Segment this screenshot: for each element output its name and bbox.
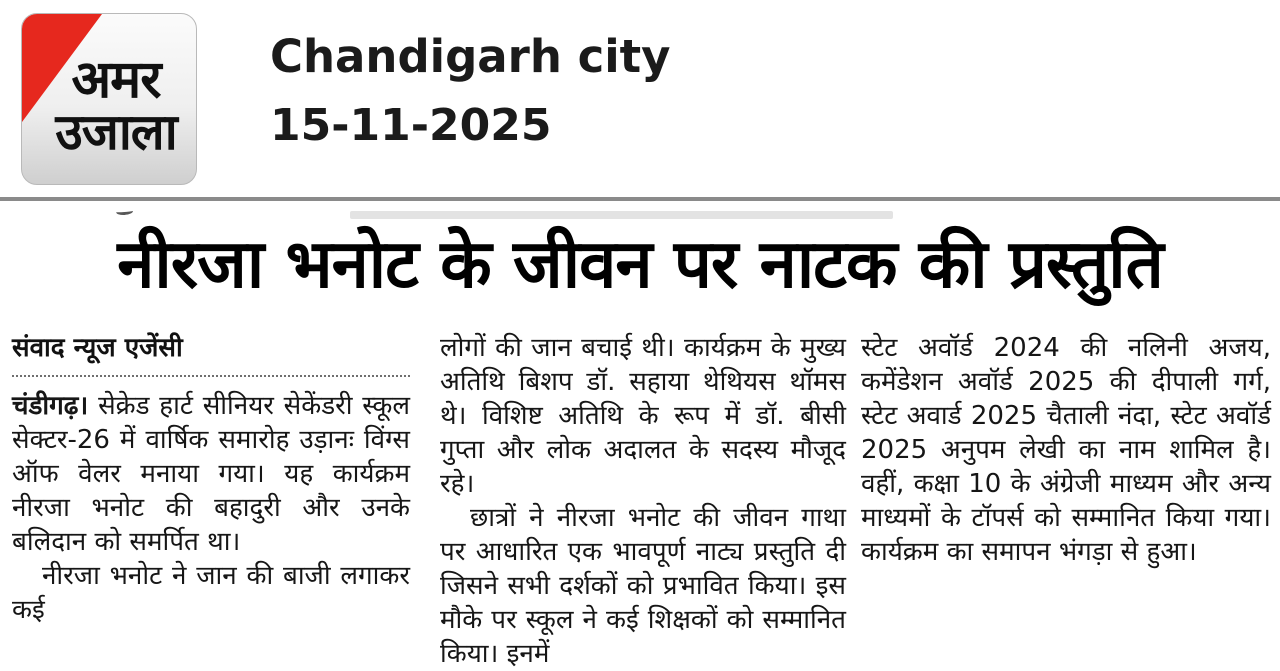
edition-title: Chandigarh city xyxy=(270,30,671,83)
dateline-lead: चंडीगढ़। xyxy=(12,391,89,421)
amar-ujala-logo xyxy=(21,13,197,185)
edition-date: 15-11-2025 xyxy=(270,100,552,151)
article-headline: नीरजा भनोट के जीवन पर नाटक की प्रस्तुति xyxy=(117,225,1163,303)
article-paragraph xyxy=(12,389,410,559)
logo-wordmark xyxy=(22,14,196,184)
article-byline: संवाद न्यूज एजेंसी xyxy=(12,333,183,363)
header-divider xyxy=(0,197,1280,201)
article-paragraph: छात्रों ने नीरजा भनोट की जीवन गाथा पर आधारित एक भावपूर्ण नाट्य प्रस्तुति दी जिसने सभी दर्शकों को प्रभावित किया। इस मौके पर स्कूल ने कई शिक्षकों को सम्मानित किया। इनमें xyxy=(440,503,846,669)
article-column-1 xyxy=(12,331,410,627)
article-paragraph: स्टेट अवॉर्ड 2024 की नलिनी अजय, कमेंडेशन अवॉर्ड 2025 की दीपाली गर्ग, स्टेट अवार्ड 2025 चैताली नंदा, स्टेट अवॉर्ड 2025 अनुपम लेखी का नाम शामिल है। वहीं, कक्षा 10 के अंग्रेजी माध्यम और अन्य माध्यमों के टॉपर्स को सम्मानित किया गया। कार्यक्रम का समापन भंगड़ा से हुआ। xyxy=(861,333,1271,567)
byline-divider xyxy=(12,375,410,377)
article-column-2 xyxy=(440,331,846,671)
logo-line1: अमर xyxy=(71,49,161,110)
article-column-3 xyxy=(861,331,1271,569)
paragraph-text: सेक्रेड हार्ट सीनियर सेकेंडरी स्कूल सेक्टर-26 में वार्षिक समारोह उड़ानः विंग्स ऑफ वेलर मनाया गया। यह कार्यक्रम नीरजा भनोट की बहादुरी और उनके बलिदान को समर्पित था। xyxy=(12,391,410,557)
article-paragraph: नीरजा भनोट ने जान की बाजी लगाकर कई xyxy=(12,561,410,625)
article-paragraph: लोगों की जान बचाई थी। कार्यक्रम के मुख्य अतिथि बिशप डॉ. सहाया थेथियस थॉमस थे। विशिष्ट अतिथि के रूप में डॉ. बीसी गुप्ता और लोक अदालत के सदस्य मौजूद रहे। xyxy=(440,333,846,499)
logo-line2: उजाला xyxy=(55,103,177,162)
